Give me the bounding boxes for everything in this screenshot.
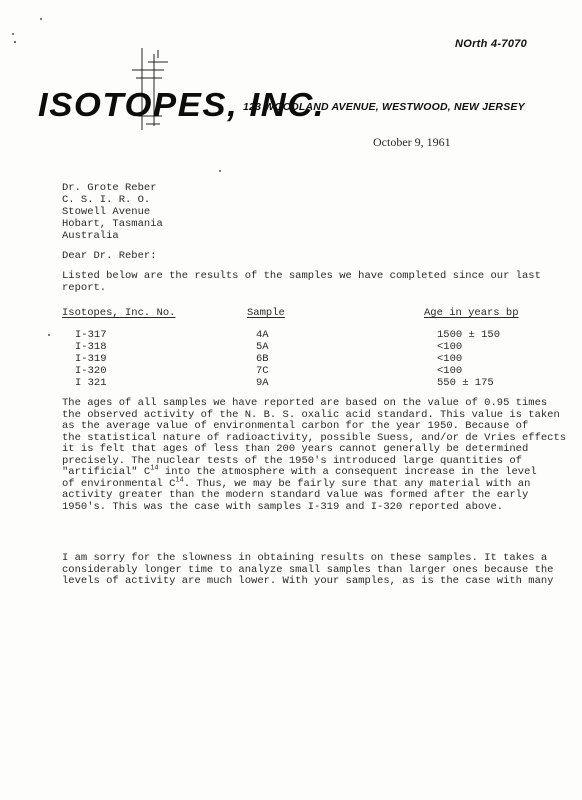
salutation: Dear Dr. Reber: [62, 250, 157, 262]
recipient-street: Stowell Avenue [62, 206, 151, 218]
superscript-14: 14 [150, 464, 159, 473]
paragraph-line: "artificial" $C^{14}$ into the atmosphere with a consequent increase in the level [62, 464, 537, 478]
table-row-sample: 5A [256, 341, 269, 353]
body-paragraph-2 [62, 552, 554, 588]
intro-line: report. [62, 281, 107, 294]
paragraph-line: the observed activity of the N. B. S. oxalic acid standard. This value is taken [62, 408, 560, 421]
body-paragraph-1 [62, 397, 567, 513]
paragraph-line: it is felt that ages of less than 200 years cannot generally be determined [62, 443, 529, 455]
paragraph-line: I am sorry for the slowness in obtaining results on these samples. It takes a [62, 552, 548, 564]
intro-line: Listed below are the results of the samples we have completed since our last [62, 270, 541, 282]
table-row-sample: 9A [256, 377, 269, 389]
table-row-id: I-318 [75, 341, 107, 353]
paragraph-line: levels of activity are much lower. With your samples, as is the case with many [62, 575, 554, 587]
table-row-id: I 321 [75, 377, 107, 389]
paragraph-line: The ages of all samples we have reported are based on the value of 0.95 times [62, 397, 548, 409]
table-row-age: <100 [437, 365, 463, 377]
paragraph-line: considerably longer time to analyze small samples than larger ones because the [62, 563, 554, 576]
column-header-sample: Sample [247, 307, 285, 319]
table-row-sample: 7C [256, 365, 269, 377]
table-row-sample: 6B [256, 353, 269, 365]
table-row-id: I-317 [75, 329, 107, 341]
table-row-age: 550 ± 175 [437, 377, 494, 389]
paragraph-line: precisely. The nuclear tests of the 1950's introduced large quantities of [62, 454, 522, 467]
column-header-isotopes-no: Isotopes, Inc. No. [62, 307, 176, 319]
table-row-age: 1500 ± 150 [437, 329, 501, 341]
table-row-age: <100 [437, 341, 463, 353]
superscript-14: 14 [175, 476, 184, 484]
intro-paragraph [62, 270, 541, 294]
table-row-id: I-319 [75, 353, 107, 365]
table-row-sample: 4A [256, 329, 269, 341]
table-row-id: I-320 [75, 365, 107, 377]
column-header-age: Age in years bp [424, 307, 519, 319]
paragraph-line: of environmental $C^{14}$. Thus, we may be fairly sure that any material with an [62, 476, 531, 490]
paragraph-line: the statistical nature of radioactivity, possible Suess, and/or de Vries effects [62, 431, 567, 444]
table-row-age: <100 [437, 353, 463, 365]
company-logo: ISOTOPES, INC. [38, 86, 326, 123]
recipient-name: Dr. Grote Reber [62, 182, 157, 194]
letter-date: October 9, 1961 [373, 135, 451, 149]
recipient-org: C. S. I. R. O. [62, 194, 151, 206]
paragraph-line: activity greater than the modern standard value was formed after the early [62, 489, 529, 501]
recipient-city: Hobart, Tasmania [62, 218, 163, 230]
recipient-country: Australia [62, 230, 119, 242]
phone-number: NOrth 4-7070 [455, 38, 528, 50]
company-address: 123 WOODLAND AVENUE, WESTWOOD, NEW JERSEY [243, 101, 525, 113]
paragraph-line: as the average value of environmental carbon for the year 1950. Because of [62, 420, 529, 432]
paragraph-line: 1950's. This was the case with samples I-319 and I-320 reported above. [62, 500, 504, 513]
